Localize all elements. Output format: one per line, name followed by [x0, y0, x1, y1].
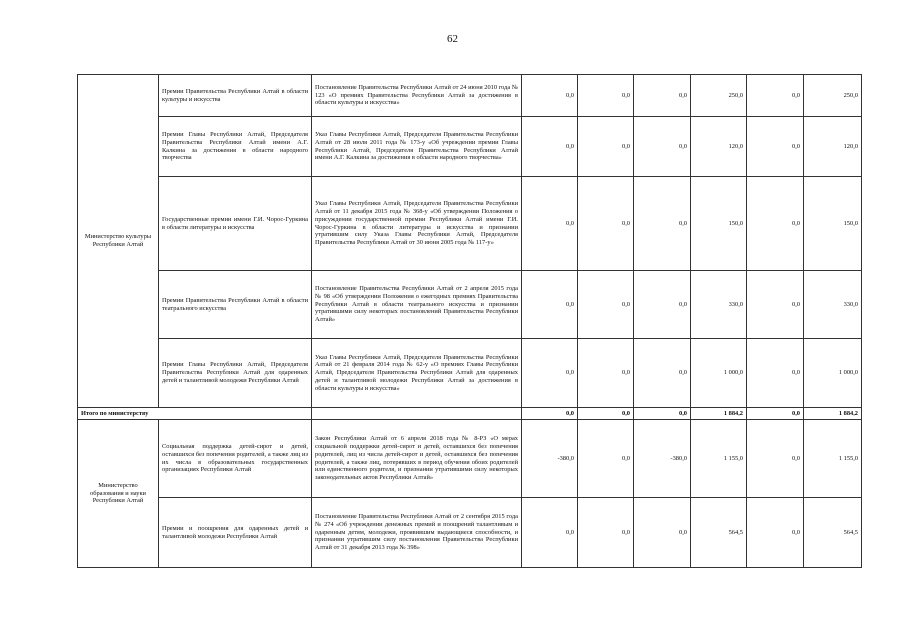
value-cell: 0,0: [578, 498, 634, 568]
table-row: [78, 339, 862, 408]
legal-basis-cell: Указ Главы Республики Алтай, Председателя Правительства Республики Алтай от 11 декабря 2015 года № 368-у «Об утверждении Положения о присуждении государственной премии Республики Алтай имени Г.И. Чорос-Гуркина в области литературы и искусства и признании утратившим силу Указа Главы Республики Алтай, Председателя Правительства Республики Алтай от 30 июня 2005 года № 117-у»: [312, 177, 522, 271]
value-cell: 0,0: [522, 339, 578, 408]
value-cell: 0,0: [634, 117, 691, 177]
value-cell: 0,0: [578, 339, 634, 408]
value-cell: -380,0: [634, 420, 691, 498]
program-cell: Премии Правительства Республики Алтай в области театрального искусства: [159, 271, 312, 339]
total-value-cell: 0,0: [634, 408, 691, 420]
value-cell: 0,0: [747, 75, 804, 117]
value-cell: 0,0: [634, 177, 691, 271]
table-row: [78, 75, 862, 117]
total-value-cell: 1 884,2: [804, 408, 862, 420]
value-cell: 0,0: [578, 420, 634, 498]
program-cell: Премии Правительства Республики Алтай в области культуры и искусства: [159, 75, 312, 117]
value-cell: 0,0: [578, 177, 634, 271]
program-cell: Премии Главы Республики Алтай, Председателя Правительства Республики Алтай имени А.Г. Калкина за достижения в области народного творчества: [159, 117, 312, 177]
total-label: Итого по министерству: [78, 408, 312, 420]
ministry-cell: Министерство образования и науки Республики Алтай: [78, 420, 159, 568]
table-row: [78, 498, 862, 568]
value-cell: 1 155,0: [691, 420, 747, 498]
empty-cell: [312, 408, 522, 420]
value-cell: 1 155,0: [804, 420, 862, 498]
value-cell: 0,0: [634, 75, 691, 117]
table-row: [78, 117, 862, 177]
value-cell: 0,0: [747, 177, 804, 271]
value-cell: 0,0: [578, 117, 634, 177]
value-cell: 0,0: [578, 75, 634, 117]
legal-basis-cell: Закон Республики Алтай от 6 апреля 2018 года № 8-РЗ «О мерах социальной поддержки детей-сирот и детей, оставшихся без попечения родителей, лиц из числа детей-сирот и детей, оставшихся без попечения родителей, а также лиц, потерявших в период обучения обоих родителей или единственного родителя, и признании утратившими силу некоторых законодательных актов Республики Алтай»: [312, 420, 522, 498]
value-cell: 0,0: [747, 420, 804, 498]
program-cell: Государственные премии имени Г.И. Чорос-Гуркина в области литературы и искусства: [159, 177, 312, 271]
value-cell: 0,0: [634, 498, 691, 568]
page-number: 62: [447, 33, 458, 45]
value-cell: 0,0: [578, 271, 634, 339]
legal-basis-cell: Постановление Правительства Республики Алтай от 24 июня 2010 года № 123 «О премиях Правительства Республики Алтай за достижения в области культуры и искусства»: [312, 75, 522, 117]
value-cell: 120,0: [804, 117, 862, 177]
value-cell: 250,0: [804, 75, 862, 117]
value-cell: 0,0: [747, 117, 804, 177]
program-cell: Премии и поощрения для одаренных детей и талантливой молодежи Республики Алтай: [159, 498, 312, 568]
legal-basis-cell: Постановление Правительства Республики Алтай от 2 сентября 2015 года № 274 «Об учреждении денежных премий и поощрений талантливым и одаренным детям, молодежи, проявившим выдающиеся способности, и признании утратившим силу постановления Правительства Республики Алтай от 31 декабря 2013 года № 398»: [312, 498, 522, 568]
budget-table: [77, 74, 862, 568]
value-cell: 564,5: [804, 498, 862, 568]
legal-basis-cell: Указ Главы Республики Алтай, Председателя Правительства Республики Алтай от 21 февраля 2014 года № 62-у «О премиях Главы Республики Алтай, Председателя Правительства Республики Алтай для одаренных детей и талантливой молодежи Республики Алтай за достижения в области культуры и искусства»: [312, 339, 522, 408]
value-cell: 0,0: [747, 271, 804, 339]
total-row: [78, 408, 862, 420]
value-cell: 250,0: [691, 75, 747, 117]
value-cell: 1 000,0: [691, 339, 747, 408]
value-cell: 0,0: [747, 339, 804, 408]
legal-basis-cell: Указ Главы Республики Алтай, Председателя Правительства Республики Алтай от 28 июля 2011 года № 173-у «Об учреждении премии Главы Республики Алтай, Председателя Правительства Республики Алтай имени А.Г. Калкина за достижения в области народного творчества»: [312, 117, 522, 177]
total-value-cell: 0,0: [522, 408, 578, 420]
value-cell: 0,0: [522, 271, 578, 339]
value-cell: 330,0: [691, 271, 747, 339]
value-cell: 564,5: [691, 498, 747, 568]
value-cell: 0,0: [747, 498, 804, 568]
value-cell: 150,0: [804, 177, 862, 271]
value-cell: 0,0: [522, 498, 578, 568]
value-cell: 150,0: [691, 177, 747, 271]
value-cell: 0,0: [634, 339, 691, 408]
table-row: [78, 420, 862, 498]
value-cell: 0,0: [522, 75, 578, 117]
value-cell: 0,0: [634, 271, 691, 339]
total-value-cell: 1 884,2: [691, 408, 747, 420]
value-cell: -380,0: [522, 420, 578, 498]
value-cell: 0,0: [522, 117, 578, 177]
table-row: [78, 177, 862, 271]
program-cell: Премии Главы Республики Алтай, Председателя Правительства Республики Алтай для одаренных детей и талантливой молодежи Республики Алтай: [159, 339, 312, 408]
value-cell: 0,0: [522, 177, 578, 271]
total-value-cell: 0,0: [747, 408, 804, 420]
value-cell: 120,0: [691, 117, 747, 177]
value-cell: 1 000,0: [804, 339, 862, 408]
table-row: [78, 271, 862, 339]
total-value-cell: 0,0: [578, 408, 634, 420]
program-cell: Социальная поддержка детей-сирот и детей, оставшихся без попечения родителей, а также лиц из их числа в образовательных государственных организациях Республики Алтай: [159, 420, 312, 498]
legal-basis-cell: Постановление Правительства Республики Алтай от 2 апреля 2015 года № 98 «Об утверждении Положения о ежегодных премиях Правительства Республики Алтай в области театрального искусства и признании утратившими силу некоторых постановлений Правительства Республики Алтай»: [312, 271, 522, 339]
ministry-cell: Министерство культуры Республики Алтай: [78, 75, 159, 408]
value-cell: 330,0: [804, 271, 862, 339]
